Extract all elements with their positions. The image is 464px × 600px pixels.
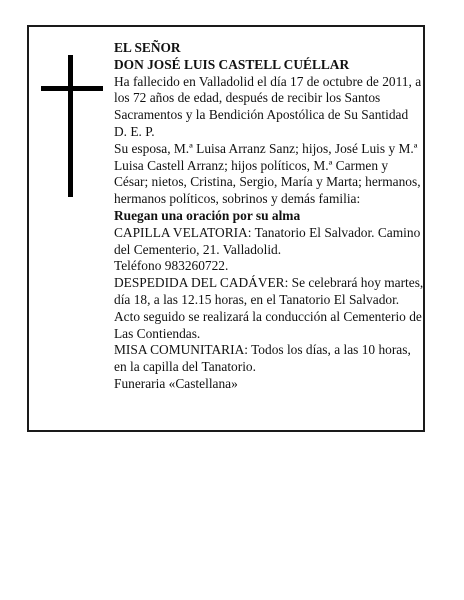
deceased-name: DON JOSÉ LUIS CASTELL CUÉLLAR bbox=[114, 56, 350, 72]
phone-line: Teléfono 983260722. bbox=[114, 258, 229, 274]
cross-icon bbox=[41, 55, 103, 197]
chapel-paragraph: CAPILLA VELATORIA: Tanatorio El Salvador. Camino del Cementerio, 21. Valladolid. bbox=[114, 224, 421, 257]
family-paragraph: Su esposa, M.ª Luisa Arranz Sanz; hijos, José Luis y M.ª Luisa Castell Arranz; hijos políticos, M.ª Carmen y César; nietos, Cristina, Sergio, María y Marta; hermanos, hermanos políticos, sobrinos y demás familia: bbox=[114, 140, 421, 207]
title-line: EL SEÑOR bbox=[114, 40, 181, 55]
farewell-paragraph: DESPEDIDA DEL CADÁVER: Se celebrará hoy martes, día 18, a las 12.15 horas, en el Tanatorio El Salvador. Acto seguido se realizará la conducción al Cementerio de Las Contiendas. bbox=[114, 275, 424, 341]
death-paragraph: Ha fallecido en Valladolid el día 17 de octubre de 2011, a los 72 años de edad, después de recibir los Santos Sacramentos y la Bendición Apostólica de Su Santidad D. E. P. bbox=[114, 73, 422, 139]
cross-horizontal-bar bbox=[41, 86, 103, 91]
funeral-home-line: Funeraria «Castellana» bbox=[114, 375, 238, 391]
prayer-line: Ruegan una oración por su alma bbox=[114, 207, 301, 223]
mass-paragraph: MISA COMUNITARIA: Todos los días, a las 10 horas, en la capilla del Tanatorio. bbox=[114, 342, 411, 375]
cross-vertical-bar bbox=[68, 55, 73, 197]
obituary-text bbox=[114, 40, 424, 393]
obituary-notice bbox=[27, 25, 425, 432]
